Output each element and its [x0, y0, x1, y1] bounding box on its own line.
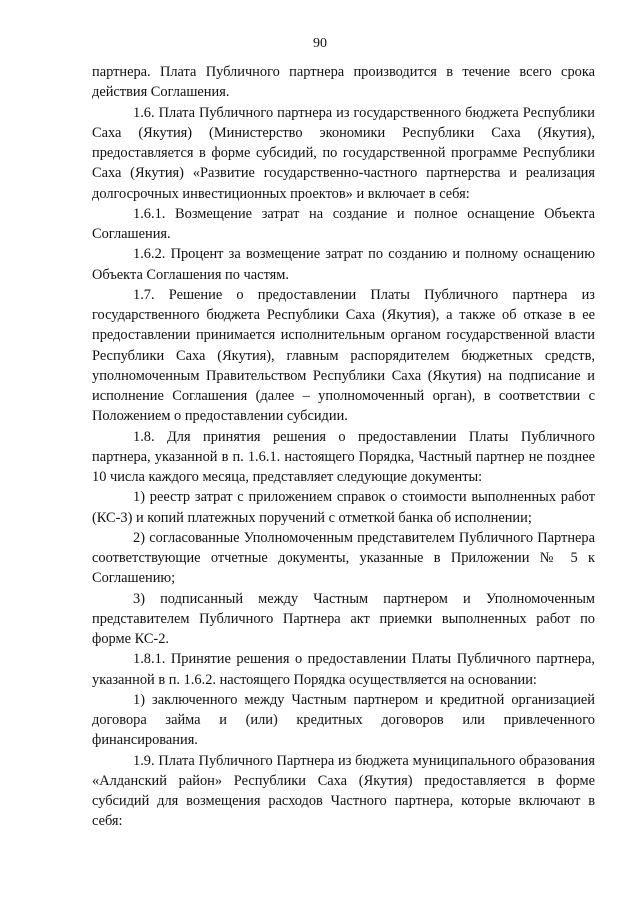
list-item-1: 1) реестр затрат с приложением справок о стоимости выполненных работ (КС-3) и копий платежных поручений с отметкой банка об исполнении;	[92, 489, 595, 526]
paragraph-1-6-1: 1.6.1. Возмещение затрат на создание и полное оснащение Объекта Соглашения.	[92, 205, 595, 242]
paragraph-1-8-1: 1.8.1. Принятие решения о предоставлении Платы Публичного партнера, указанной в п. 1.6.2. настоящего Порядка осуществляется на основании:	[92, 651, 595, 688]
list-item-2: 2) согласованные Уполномоченным представителем Публичного Партнера соответствующие отчетные документы, указанные в Приложении № 5 к Соглашению;	[92, 529, 595, 587]
paragraph-1-8: 1.8. Для принятия решения о предоставлении Платы Публичного партнера, указанной в п. 1.6.1. настоящего Порядка, Частный партнер не позднее 10 числа каждого месяца, представляет следующие документы:	[92, 428, 595, 485]
list-item-1-basis: 1) заключенного между Частным партнером и кредитной организацией договора займа и (или) кредитных договоров или привлеченного финансирования.	[92, 691, 595, 749]
paragraph-1-6: 1.6. Плата Публичного партнера из государственного бюджета Республики Саха (Якутия) (Министерство экономики Республики Саха (Якутия), предоставляется в форме субсидий, по государственной программе Республики Саха (Якутия) «Развитие государственно-частного партнерства и реализация долгосрочных инвестиционных проектов» и включает в себя:	[92, 104, 595, 202]
paragraph-continuation: партнера. Плата Публичного партнера производится в течение всего срока действия Соглашения.	[92, 64, 595, 101]
paragraph-1-6-2: 1.6.2. Процент за возмещение затрат по созданию и полному оснащению Объекта Соглашения по частям.	[92, 246, 595, 283]
paragraph-1-7: 1.7. Решение о предоставлении Платы Публичного партнера из государственного бюджета Республики Саха (Якутия), а также об отказе в ее предоставлении принимается исполнительным органом государственной власти Республики Саха (Якутия), главным распорядителем бюджетных средств, уполномоченным Правительством Республики Саха (Якутия) на подписание и исполнение Соглашения (далее – уполномоченный орган), в соответствии с Положением о предоставлении субсидии.	[92, 286, 595, 425]
document-body	[92, 62, 595, 832]
page-number: 90	[313, 36, 327, 51]
paragraph-1-9: 1.9. Плата Публичного Партнера из бюджета муниципального образования «Алданский район» Республики Саха (Якутия) предоставляется в форме субсидий для возмещения расходов Частного партнера, которые включают в себя:	[92, 752, 595, 830]
list-item-3: 3) подписанный между Частным партнером и Уполномоченным представителем Публичного Партнера акт приемки выполненных работ по форме КС-2.	[92, 590, 595, 647]
